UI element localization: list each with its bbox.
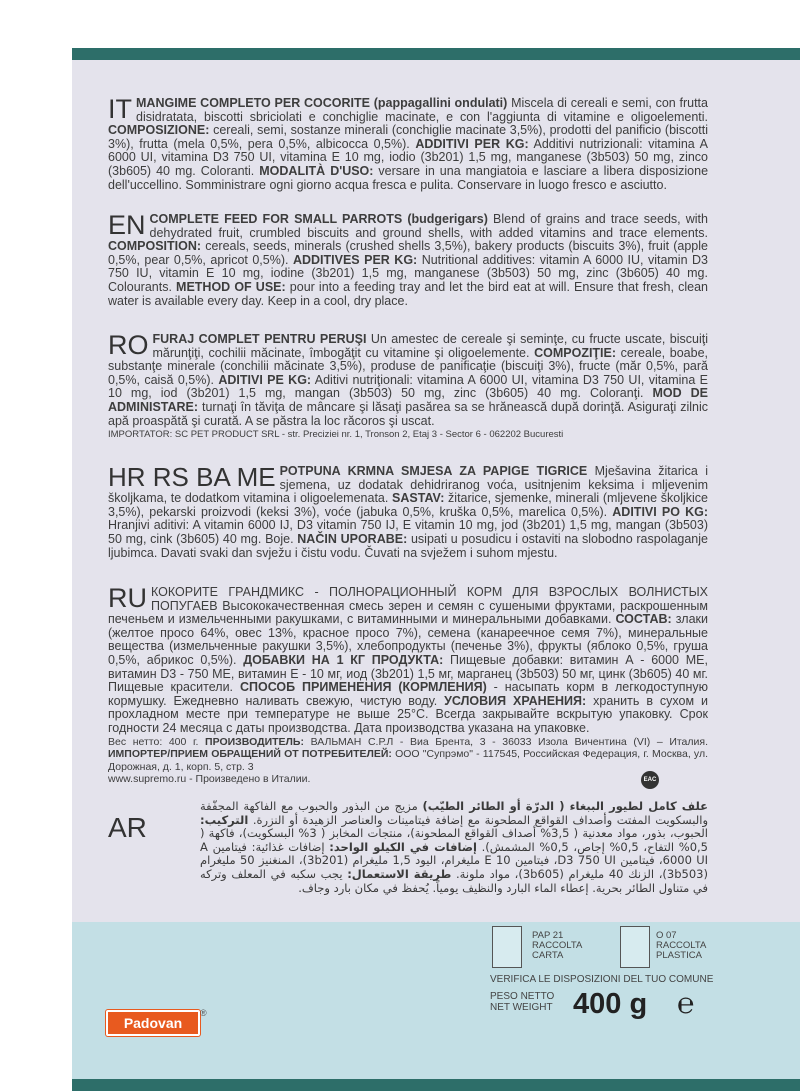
- top-band: [72, 0, 800, 60]
- section-ro: RO FURAJ COMPLET PENTRU PERUŞI Un amestec de cereale şi seminţe, cu fructe uscate, biscuiţi mărunţiţi, cochilii măcinate, îmbogăţit cu vitamine şi oligoelemente. COMPOZIŢIE: cereale, boabe, substanţe minerale (conchilii măcinate 3,5%), produse de panificaţie (biscuiţi 3%), fructe (măr 0,5%, pară 0,5%, caisă 0,5%). ADITIVI PE KG: Aditivi nutriţionali: vitamina A 6000 UI, vitamina D3 750 UI, vitamina E 10 mg, iod (3b201) 1,5 mg, mangan (3b503) 50 mg, zinc (3b605) 40 mg. Coloranţi. MOD DE ADMINISTARE: turnaţi în tăviţa de mâncare şi lăsaţi pasărea sa se hrănească după dorinţă. Asiguraţi zilnic apă proaspătă şi curată. A se păstra la loc răcoros şi uscat. IMPORTATOR: SC PET PRODUCT SRL - str. Preciziei nr. 1, Tronson 2, Etaj 3 - Sector 6 - 062202 Bucuresti: [108, 330, 708, 441]
- registered-mark: ®: [200, 1008, 207, 1018]
- lang-code-hr: HR RS BA ME: [108, 462, 276, 492]
- eac-mark-icon: EAC: [641, 771, 659, 789]
- section-hr: HR RS BA ME POTPUNA KRMNA SMJESA ZA PAPIGE TIGRICE Mješavina žitarica i sjemena, uz dodatak dehidriranog voća, usitnjenim keksima i mljevenim školjkama, te dodatkom vitamina i oligoelemenata. SASTAV: žitarice, sjemenke, minerali (mljevene školjkice 3,5%), pekarski proizvodi (keksi 3%), voće (jabuka 0,5%, kruška 0,5%, marelica 0,5%). ADITIVI PO KG: Hranjivi aditivi: A vitamin 6000 IJ, D3 vitamin 750 IJ, E vitamin 10 mg, jod (3b201) 1,5 mg, mangan (3b503) 50 mg, cink (3b605) 40 mg. Boje. NAČIN UPORABE: usipati u posudicu i ostaviti na slobodno raspolaganje ljubimca. Davati svaki dan svježu i čistu vodu. Čuvati na svježem i suhom mjestu.: [108, 462, 708, 560]
- ro-importer: IMPORTATOR: SC PET PRODUCT SRL - str. Preciziei nr. 1, Tronson 2, Etaj 3 - Sector 6 - 062202 Bucuresti: [108, 429, 564, 441]
- section-en: EN COMPLETE FEED FOR SMALL PARROTS (budgerigars) Blend of grains and trace seeds, with dehydrated fruit, crumbled biscuits and ground shells, with added vitamins and trace elements. COMPOSITION: cereals, seeds, minerals (crushed shells 3,5%), bakery products (biscuits 3%), fruit (apple 0,5%, pear 0,5%, apricot 0,5%). ADDITIVES PER KG: Nutritional additives: vitamin A 6000 IU, vitamin D3 750 IU, vitamin E 10 mg, iodine (3b201) 1,5 mg, manganese (3b503) 50 mg, zinc (3b605) 40 mg. Colourants. METHOD OF USE: pour into a feeding tray and let the bird eat at will. Ensure that fresh, clean water is available every day. Keep in a cool, dry place.: [108, 210, 708, 308]
- ru-site: www.supremo.ru - Произведено в Италии.: [108, 773, 311, 786]
- plastic-recycling-label: O 07 RACCOLTA PLASTICA: [656, 930, 707, 961]
- lang-code-ru: RU: [108, 583, 147, 613]
- en-title: COMPLETE FEED FOR SMALL PARROTS (budgerigars): [149, 212, 488, 226]
- section-it: IT MANGIME COMPLETO PER COCORITE (pappagallini ondulati) Miscela di cereali e semi, con frutta disidratata, biscotti sbriciolati e conchiglie macinate, e con l'aggiunta di vitamine e oligoelementi. COMPOSIZIONE: cereali, semi, sostanze minerali (conchiglie macinate 3,5%), prodotti del panificio (biscotti 3%), frutta (mela 0,5%, pera 0,5%, albicocca 0,5%). ADDITIVI PER KG: Additivi nutrizionali: vitamina A 6000 UI, vitamina D3 750 UI, vitamina E 10 mg, iodio (3b201) 1,5 mg, manganese (3b503) 50 mg, zinco (3b605) 40 mg. Coloranti. MODALITÀ D'USO: versare in una mangiatoia e lasciare a libera disposizione dell'uccellino. Somministrare ogni giorno acqua fresca e pulita. Conservare in luogo fresco e asciutto.: [108, 94, 709, 192]
- net-weight-label: PESO NETTO NET WEIGHT: [490, 991, 555, 1013]
- hr-title: POTPUNA KRMNA SMJESA ZA PAPIGE TIGRICE: [279, 464, 588, 478]
- padovan-logo: Padovan: [106, 1010, 200, 1036]
- estimated-sign-icon: ℮: [677, 988, 695, 1020]
- section-ru: RU КОКОРИТЕ ГРАНДМИКС - ПОЛНОРАЦИОННЫЙ КОРМ ДЛЯ ВЗРОСЛЫХ ВОЛНИСТЫХ ПОПУГАЕВ Высококачественная смесь зерен и семян с сушеными фруктами, раскрошенным печеньем и измельченными ракушками, с витаминными и минеральными добавками. СОСТАВ: злаки (желтое просо 64%, овес 13%, красное просо 7%), семена (канареечное семя 7%), минеральные вещества (измельченные ракушки 3,5%), хлебопродукты (печенье 3%), фрукты (яблоко 0,5%, груша 0,5%, абрикос 0,5%). ДОБАВКИ НА 1 КГ ПРОДУКТА: Пищевые добавки: витамин А - 6000 МЕ, витамин D3 - 750 МЕ, витамин Е - 10 мг, иод (3b201) 1,5 мг, марганец (3b503) 50 мг, цинк (3b605) 40 мг. Пищевые красители. СПОСОБ ПРИМЕНЕНИЯ (КОРМЛЕНИЯ) - насыпать корм в легкодоступную кормушку. Ежедневно наливать свежую, чистую воду. УСЛОВИЯ ХРАНЕНИЯ: хранить в сухом и прохладном месте при температуре не выше 25°С. Всегда закрывайте вскрытую упаковку. Срок годности 24 месяца с даты производства. Дата производства указана на упаковке. Вес нетто: 400 г. ПРОИЗВОДИТЕЛЬ: ВАЛЬМАН С.Р.Л - Виа Брента, 3 - 36033 Изола Вичентина (VI) – Италия. ИМПОРТЕР/ПРИЕМ ОБРАЩЕНИЙ ОТ ПОТРЕБИТЕЛЕЙ: ООО "Супрэмо" - 117545, Российская Федерация, г. Москва, ул. Дорожная, д. 1, корп. 5, стр. 3 www.supremo.ru - Произведено в Италии.: [108, 583, 709, 786]
- lang-code-it: IT: [108, 94, 132, 124]
- section-ar: علف كامل لطيور الببغاء ( الدرّة أو الطائر الطيّب) مزيج من البذور والحبوب مع الفاكهة المجفّفة والبسكويت المفتت وأصداف القواقع المطحونة مع إضافة فيتامينات والعناصر الزهيدة أو النزرة. التركيب: الحبوب، بذور، مواد معدنية ( 3,5% أصداف القواقع المطحونة)، منتجات المخابز ( 3% البسكويت)، فاكهة ( 0,5% التفاح، 0,5% إجاص، 0,5% المشمش). إضافات في الكيلو الواحد: إضافات غذائية: فيتامين A 6000 UI، فيتامين D3 750 UI، فيتامين E 10 مليغرام، اليود 1,5 مليغرام (3b201)، المنغنيز 50 مليغرام (3b503)، الزنك 40 مليغرام (3b605)، مواد ملونة. طريقة الاستعمال: يجب سكبه في المعلف وتركه في متناول الطائر بحرية. إعطاء الماء البارد والنظيف يومياً. يُحفظ في مكان بارد وجاف.: [200, 799, 709, 895]
- paper-bag-icon: [492, 926, 522, 968]
- it-title: MANGIME COMPLETO PER COCORITE (pappagallini ondulati): [136, 96, 508, 110]
- ru-title: КОКОРИТЕ ГРАНДМИКС: [151, 585, 305, 599]
- net-weight-value: 400 g: [573, 988, 648, 1020]
- lang-code-en: EN: [108, 210, 146, 240]
- recycling-note: VERIFICA LE DISPOSIZIONI DEL TUO COMUNE: [490, 974, 714, 985]
- ar-title: علف كامل لطيور الببغاء ( الدرّة أو الطائر الطيّب): [422, 799, 709, 813]
- plastic-bag-icon: [620, 926, 650, 968]
- ro-title: FURAJ COMPLET PENTRU PERUŞI: [152, 332, 367, 346]
- lang-code-ro: RO: [108, 330, 149, 360]
- ru-producer: Вес нетто: 400 г. ПРОИЗВОДИТЕЛЬ: ВАЛЬМАН С.Р.Л - Виа Брента, 3 - 36033 Изола Вичентина (VI) – Италия. ИМПОРТЕР/ПРИЕМ ОБРАЩЕНИЙ ОТ ПОТРЕБИТЕЛЕЙ: ООО "Супрэмо" - 117545, Российская Федерация, г. Москва, ул. Дорожная, д. 1, корп. 5, стр. 3: [108, 735, 708, 773]
- lang-code-ar: AR: [108, 812, 147, 843]
- paper-recycling-label: PAP 21 RACCOLTA CARTA: [532, 930, 583, 961]
